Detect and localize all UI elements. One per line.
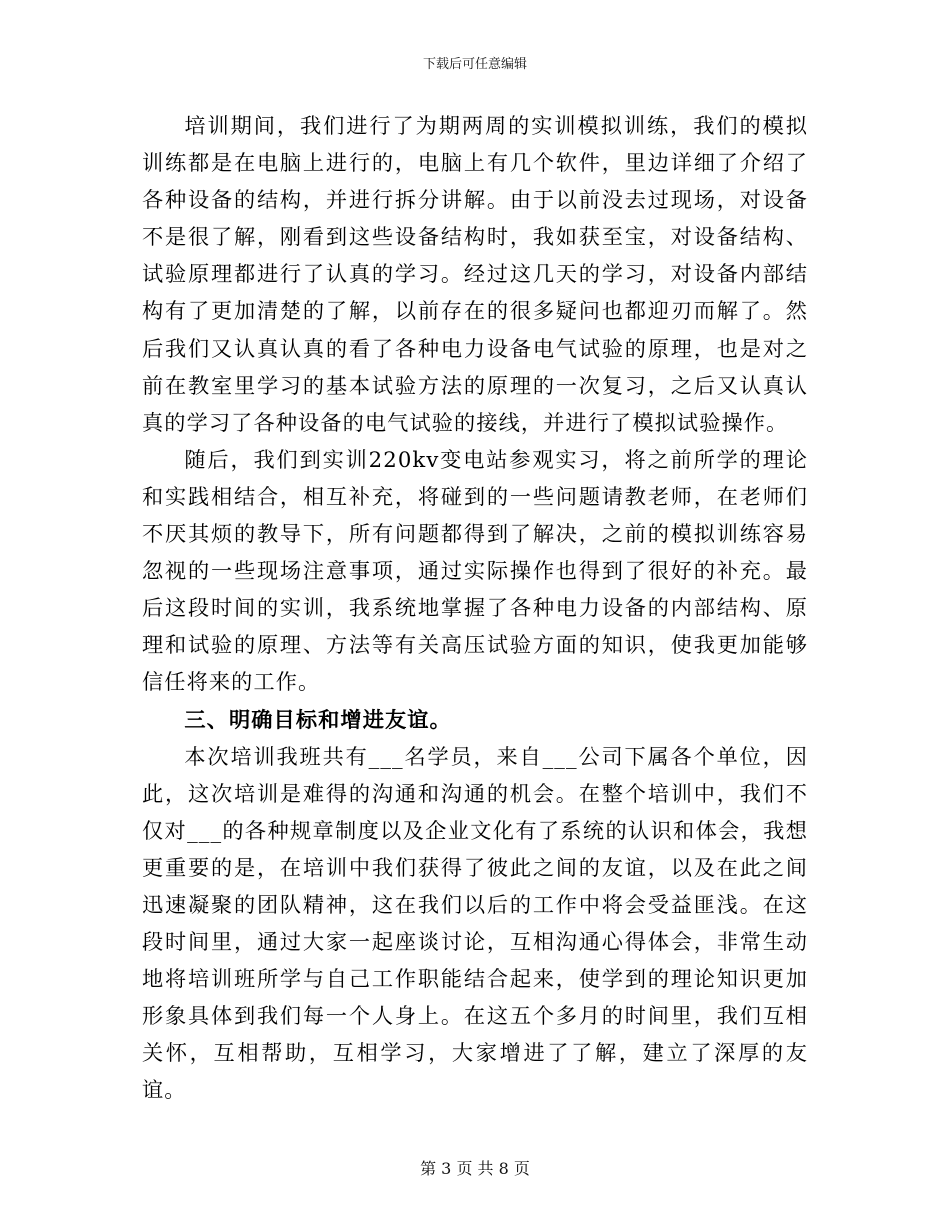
section-heading-goals-friendship: 三、明确目标和增进友谊。 xyxy=(184,706,452,732)
document-body xyxy=(142,107,808,1109)
page-header-note: 下载后可任意编辑 xyxy=(422,57,527,72)
page-number: 第 3 页 共 8 页 xyxy=(420,1159,530,1178)
paragraph-simulation-training: 培训期间，我们进行了为期两周的实训模拟训练，我们的模拟训练都是在电脑上进行的，电脑上有几个软件，里边详细了介绍了各种设备的结构，并进行拆分讲解。由于以前没去过现场，对设备不是很了解，刚看到这些设备结构时，我如获至宝，对设备结构、试验原理都进行了认真的学习。经过这几天的学习，对设备内部结构有了更加清楚的了解，以前存在的很多疑问也都迎刃而解了。然后我们又认真认真的看了各种电力设备电气试验的原理，也是对之前在教室里学习的基本试验方法的原理的一次复习，之后又认真认真的学习了各种设备的电气试验的接线，并进行了模拟试验操作。 xyxy=(142,113,808,435)
paragraph-substation-visit: 随后，我们到实训220kv变电站参观实习，将之前所学的理论和实践相结合，相互补充，将碰到的一些问题请教老师，在老师们不厌其烦的教导下，所有问题都得到了解决，之前的模拟训练容易忽视的一些现场注意事项，通过实际操作也得到了很好的补充。最后这段时间的实训，我系统地掌握了各种电力设备的内部结构、原理和试验的原理、方法等有关高压试验方面的知识，使我更加能够信任将来的工作。 xyxy=(142,446,808,695)
paragraph-team-friendship: 本次培训我班共有___名学员，来自___公司下属各个单位，因此，这次培训是难得的沟通和沟通的机会。在整个培训中，我们不仅对___的各种规章制度以及企业文化有了系统的认识和体会，我想更重要的是，在培训中我们获得了彼此之间的友谊，以及在此之间迅速凝聚的团队精神，这在我们以后的工作中将会受益匪浅。在这段时间里，通过大家一起座谈讨论，互相沟通心得体会，非常生动地将培训班所学与自己工作职能结合起来，使学到的理论知识更加形象具体到我们每一个人身上。在这五个多月的时间里，我们互相关怀，互相帮助，互相学习，大家增进了了解，建立了深厚的友谊。 xyxy=(142,743,808,1103)
